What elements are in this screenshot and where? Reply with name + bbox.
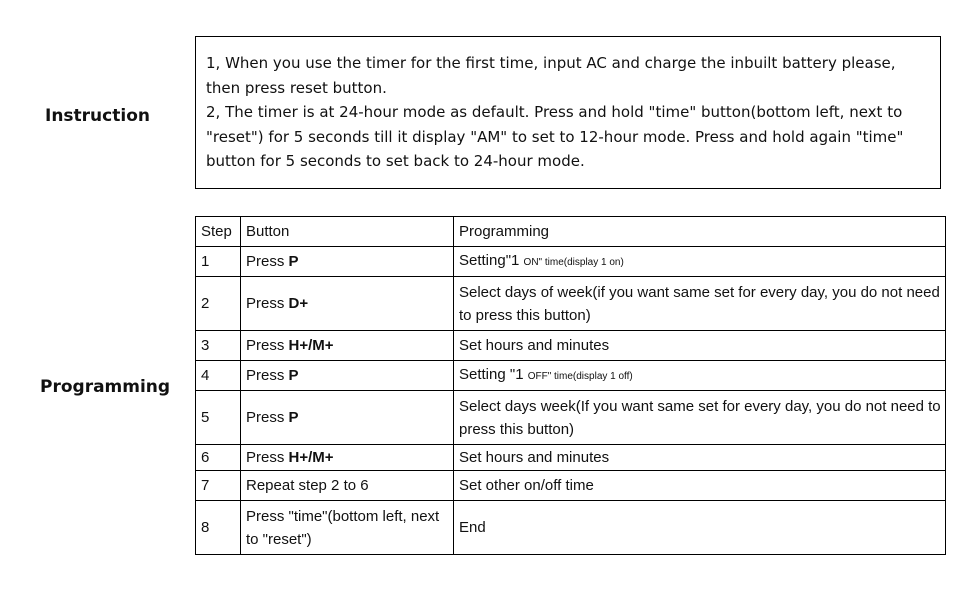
- button-cell: Repeat step 2 to 6: [241, 471, 454, 501]
- button-prefix: Press: [246, 409, 289, 426]
- step-cell: 3: [196, 331, 241, 361]
- table-row: [196, 331, 946, 361]
- button-cell: [241, 361, 454, 391]
- step-cell: 6: [196, 445, 241, 471]
- programming-cell: Select days week(If you want same set for every day, you do not need to press this button): [454, 391, 946, 445]
- programming-cell: [454, 361, 946, 391]
- table-row: [196, 501, 946, 555]
- programming-note: ON" time(display 1 on): [523, 257, 624, 268]
- table-row: [196, 471, 946, 501]
- button-key: H+/M+: [288, 449, 334, 466]
- header-programming: Programming: [454, 217, 946, 247]
- table-row: [196, 391, 946, 445]
- programming-cell: Set hours and minutes: [454, 445, 946, 471]
- table-header-row: [196, 217, 946, 247]
- button-prefix: Press: [246, 253, 289, 270]
- programming-note: OFF" time(display 1 off): [527, 371, 633, 382]
- header-step: Step: [196, 217, 241, 247]
- button-prefix: Press: [246, 449, 289, 466]
- programming-cell: Select days of week(if you want same set for every day, you do not need to press this button): [454, 277, 946, 331]
- table-row: [196, 247, 946, 277]
- instruction-heading: Instruction: [45, 106, 150, 126]
- button-cell: [241, 247, 454, 277]
- step-cell: 1: [196, 247, 241, 277]
- instruction-box: [195, 36, 941, 189]
- programming-heading: Programming: [40, 377, 171, 397]
- button-prefix: Press: [246, 367, 289, 384]
- programming-text: Setting "1: [459, 366, 528, 383]
- step-cell: 7: [196, 471, 241, 501]
- button-key: P: [288, 409, 299, 426]
- step-cell: 5: [196, 391, 241, 445]
- button-key: P: [288, 367, 299, 384]
- instruction-line-1: 1, When you use the timer for the first time, input AC and charge the inbuilt battery please, then press reset button.: [206, 54, 896, 97]
- step-cell: 4: [196, 361, 241, 391]
- table-row: [196, 445, 946, 471]
- button-prefix: Press: [246, 295, 289, 312]
- button-cell: [241, 331, 454, 361]
- button-cell: [241, 445, 454, 471]
- button-cell: Press "time"(bottom left, next to "reset"): [241, 501, 454, 555]
- table-row: [196, 361, 946, 391]
- button-key: D+: [288, 295, 309, 312]
- button-prefix: Press: [246, 337, 289, 354]
- step-cell: 2: [196, 277, 241, 331]
- button-cell: [241, 277, 454, 331]
- instruction-line-2: 2, The timer is at 24-hour mode as default. Press and hold "time" button(bottom left, next to "reset") for 5 seconds till it display "AM" to set to 12-hour mode. Press and hold again "time" button for 5 seconds to set back to 24-hour mode.: [206, 103, 904, 170]
- programming-cell: Set other on/off time: [454, 471, 946, 501]
- button-key: P: [288, 253, 299, 270]
- programming-table: [195, 216, 946, 555]
- programming-cell: End: [454, 501, 946, 555]
- programming-cell: Set hours and minutes: [454, 331, 946, 361]
- programming-cell: [454, 247, 946, 277]
- button-key: H+/M+: [288, 337, 334, 354]
- table-row: [196, 277, 946, 331]
- programming-text: Setting"1: [459, 252, 524, 269]
- header-button: Button: [241, 217, 454, 247]
- step-cell: 8: [196, 501, 241, 555]
- button-cell: [241, 391, 454, 445]
